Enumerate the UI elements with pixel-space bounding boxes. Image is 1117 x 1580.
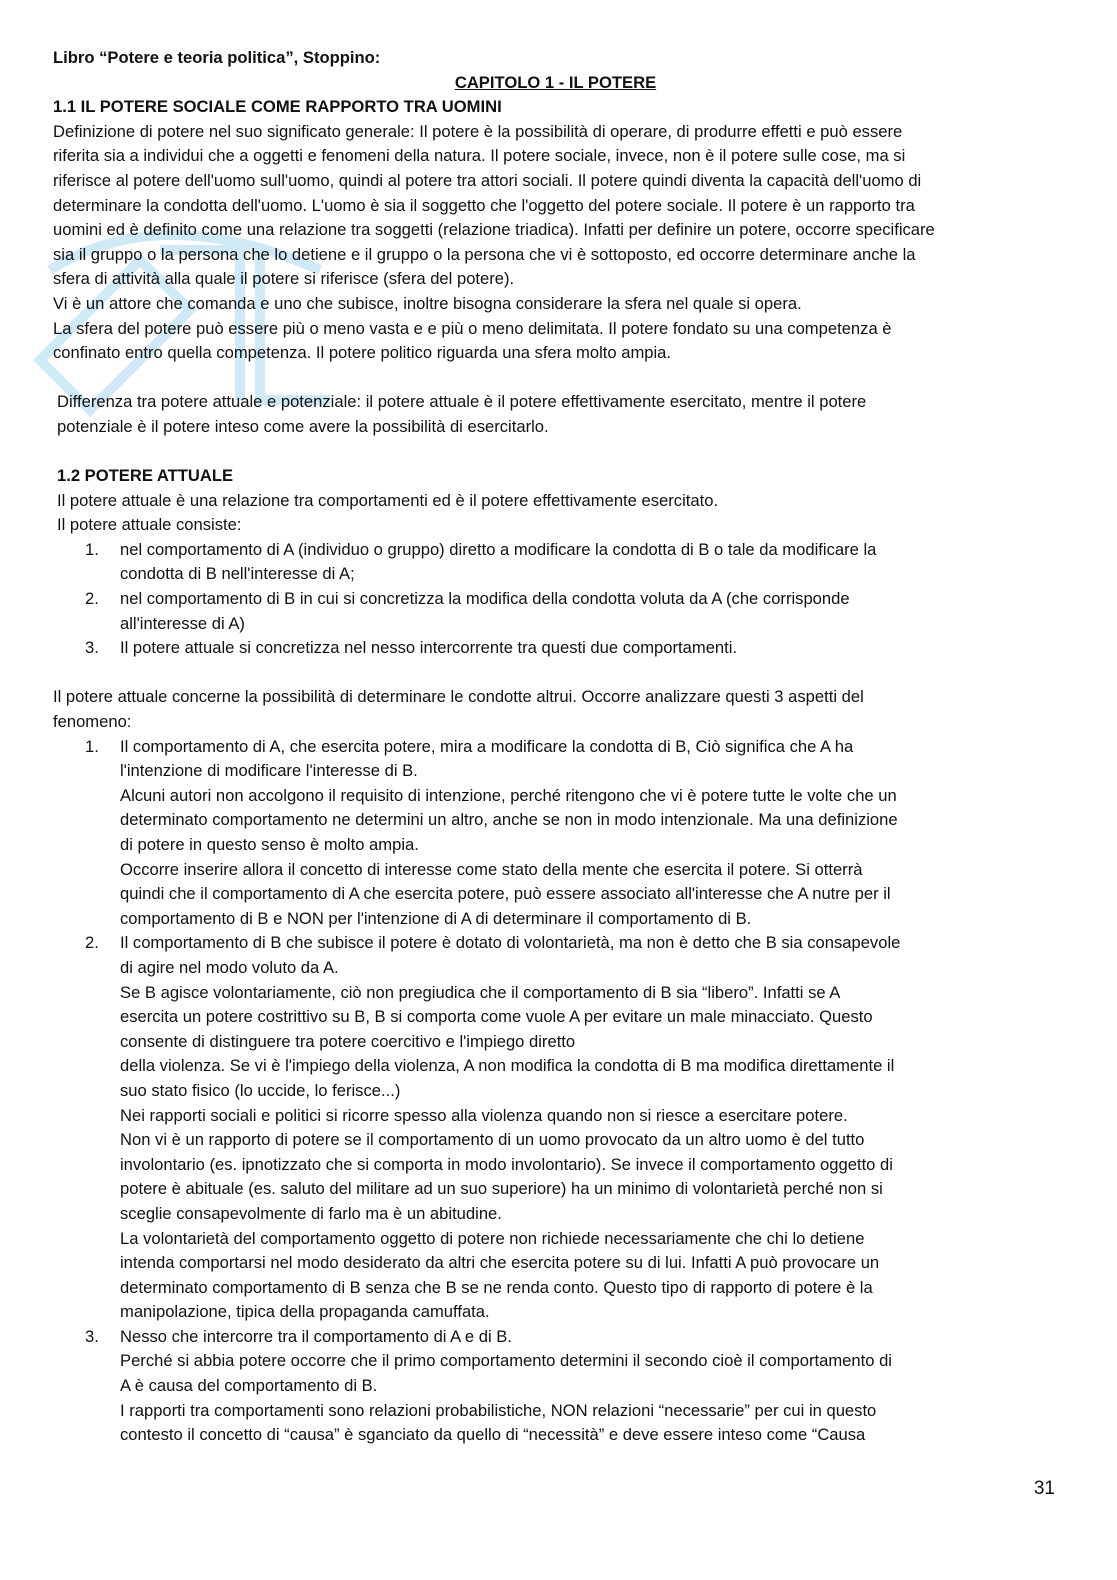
- list-item: [53, 636, 1058, 661]
- aspects-list: [53, 735, 1058, 1448]
- text-line: uomini ed è definito come una relazione tra soggetti (relazione triadica). Infatti per definire un potere, occorre specificare: [53, 220, 935, 240]
- text-line: della violenza. Se vi è l'impiego della violenza, A non modifica la condotta di B ma modifica direttamente il: [120, 1056, 895, 1076]
- text-line: Nei rapporti sociali e politici si ricorre spesso alla violenza quando non si riesce a esercitare potere.: [120, 1105, 848, 1125]
- text-line: Il potere attuale concerne la possibilità di determinare le condotte altrui. Occorre analizzare questi 3 aspetti del: [53, 687, 864, 707]
- text-line: Definizione di potere nel suo significato generale: Il potere è la possibilità di operare, di produrre effetti e può essere: [53, 121, 903, 141]
- list-item: [53, 538, 1058, 587]
- list-item-number: 3.: [85, 1326, 99, 1346]
- text-line: confinato entro quella competenza. Il potere politico riguarda una sfera molto ampia.: [53, 343, 672, 363]
- list-item: [53, 931, 1058, 1325]
- text-line: potenziale è il potere inteso come avere la possibilità di esercitarlo.: [57, 416, 549, 436]
- text-line: esercita un potere costrittivo su B, B si comporta come vuole A per evitare un male minacciato. Questo: [120, 1007, 873, 1027]
- difference-paragraph: [53, 390, 1058, 439]
- text-line: determinato comportamento ne determini un altro, anche se non in modo intenzionale. Ma una definizione: [120, 810, 898, 830]
- text-line: sceglie consapevolmente di farlo ma è un abitudine.: [120, 1203, 502, 1223]
- book-title: Libro “Potere e teoria politica”, Stoppino:: [53, 48, 381, 67]
- text-line: contesto il concetto di “causa” è sganciato da quello di “necessità” e deve essere inteso come “Causa: [120, 1425, 866, 1445]
- text-line: sfera di attività alla quale il potere si riferisce (sfera del potere).: [53, 269, 515, 289]
- text-line: involontario (es. ipnotizzato che si comporta in modo involontario). Se invece il comportamento oggetto di: [120, 1154, 893, 1174]
- text-line: sia il gruppo o la persona che lo detiene e il gruppo o la persona che vi è sottoposto, ed occorre determinare anche la: [53, 244, 916, 264]
- list-item-number: 1.: [85, 539, 99, 559]
- text-line: determinato comportamento di B senza che B se ne renda conto. Questo tipo di rapporto di potere è la: [120, 1277, 873, 1297]
- section-2-intro: [53, 489, 1058, 538]
- text-line: intenda comportarsi nel modo desiderato da altri che esercita potere su di lui. Infatti A può provocare un: [120, 1253, 880, 1273]
- text-line: Il comportamento di B che subisce il potere è dotato di volontarietà, ma non è detto che B sia consapevole: [120, 933, 901, 953]
- text-line: La volontarietà del comportamento oggetto di potere non richiede necessariamente che chi lo detiene: [120, 1228, 865, 1248]
- text-line: consente di distinguere tra potere coercitivo e l'impiego diretto: [120, 1031, 576, 1051]
- page-number: 31: [1033, 1478, 1055, 1499]
- document-page: [53, 46, 1058, 1448]
- text-line: Vi è un attore che comanda e uno che subisce, inoltre bisogna considerare la sfera nel quale si opera.: [53, 293, 802, 313]
- text-line: comportamento di B e NON per l'intenzione di A di determinare il comportamento di B.: [120, 908, 752, 928]
- text-line: Non vi è un rapporto di potere se il comportamento di un uomo provocato da un altro uomo è del tutto: [120, 1130, 865, 1150]
- text-line: Occorre inserire allora il concetto di interesse come stato della mente che esercita il potere. Si otterrà: [120, 859, 863, 879]
- list-item: [53, 587, 1058, 636]
- text-line: di potere in questo senso è molto ampia.: [120, 835, 419, 854]
- text-line: Il potere attuale si concretizza nel nesso intercorrente tra questi due comportamenti.: [120, 638, 738, 658]
- chapter-title: CAPITOLO 1 - IL POTERE: [454, 72, 657, 92]
- text-line: Nesso che intercorre tra il comportamento di A e di B.: [120, 1326, 512, 1346]
- text-line: manipolazione, tipica della propaganda camuffata.: [120, 1302, 490, 1322]
- text-line: nel comportamento di B in cui si concretizza la modifica della condotta voluta da A (che corrisponde: [120, 589, 850, 609]
- text-line: potere è abituale (es. saluto del militare ad un suo superiore) ha un minimo di volontarietà perché non si: [120, 1179, 883, 1199]
- text-line: fenomeno:: [53, 712, 132, 732]
- list-item: [53, 735, 1058, 932]
- text-line: quindi che il comportamento di A che esercita potere, può essere associato all'interesse che A nutre per il: [120, 884, 891, 904]
- text-line: Alcuni autori non accolgono il requisito di intenzione, perché ritengono che vi è potere tutte le volte che un: [120, 785, 897, 805]
- section-2-heading: 1.2 POTERE ATTUALE: [57, 466, 234, 486]
- text-line: I rapporti tra comportamenti sono relazioni probabilistiche, NON relazioni “necessarie” per cui in questo: [120, 1400, 877, 1420]
- text-line: Il comportamento di A, che esercita potere, mira a modificare la condotta di B, Ciò significa che A ha: [120, 736, 854, 756]
- section-1-heading: 1.1 IL POTERE SOCIALE COME RAPPORTO TRA UOMINI: [53, 97, 502, 117]
- text-line: Il potere attuale consiste:: [57, 515, 242, 535]
- text-line: Se B agisce volontariamente, ciò non pregiudica che il comportamento di B sia “libero”. Infatti se A: [120, 982, 841, 1002]
- text-line: l'intenzione di modificare l'interesse di B.: [120, 761, 418, 781]
- text-line: suo stato fisico (lo uccide, lo ferisce...): [120, 1080, 401, 1100]
- text-line: Il potere attuale è una relazione tra comportamenti ed è il potere effettivamente esercitato.: [57, 490, 719, 510]
- section-2-paragraph: [53, 685, 1058, 734]
- text-line: di agire nel modo voluto da A.: [120, 957, 339, 977]
- text-line: all'interesse di A): [120, 613, 245, 633]
- section-1-body: [53, 120, 1058, 366]
- text-line: determinare la condotta dell'uomo. L'uomo è sia il soggetto che l'oggetto del potere sociale. Il potere è un rapporto tra: [53, 195, 915, 215]
- text-line: nel comportamento di A (individuo o gruppo) diretto a modificare la condotta di B o tale da modificare la: [120, 539, 877, 559]
- consists-list: [53, 538, 1058, 661]
- text-line: riferisce al potere dell'uomo sull'uomo, quindi al potere tra attori sociali. Il potere quindi diventa la capacità dell'uomo di: [53, 170, 922, 190]
- text-line: riferita sia a individui che a oggetti e fenomeni della natura. Il potere sociale, invece, non è il potere sulle cose, ma si: [53, 146, 906, 166]
- text-line: condotta di B nell'interesse di A;: [120, 564, 355, 584]
- list-item-number: 2.: [85, 589, 99, 609]
- text-line: Perché si abbia potere occorre che il primo comportamento determini il secondo cioè il comportamento di: [120, 1351, 892, 1371]
- list-item-number: 2.: [85, 933, 99, 953]
- list-item-number: 3.: [85, 638, 99, 658]
- text-line: La sfera del potere può essere più o meno vasta e e più o meno delimitata. Il potere fondato su una competenza è: [53, 318, 892, 338]
- list-item: [53, 1325, 1058, 1448]
- text-line: Differenza tra potere attuale e potenziale: il potere attuale è il potere effettivamente esercitato, mentre il potere: [57, 392, 867, 412]
- list-item-number: 1.: [85, 736, 99, 756]
- text-line: A è causa del comportamento di B.: [120, 1376, 378, 1396]
